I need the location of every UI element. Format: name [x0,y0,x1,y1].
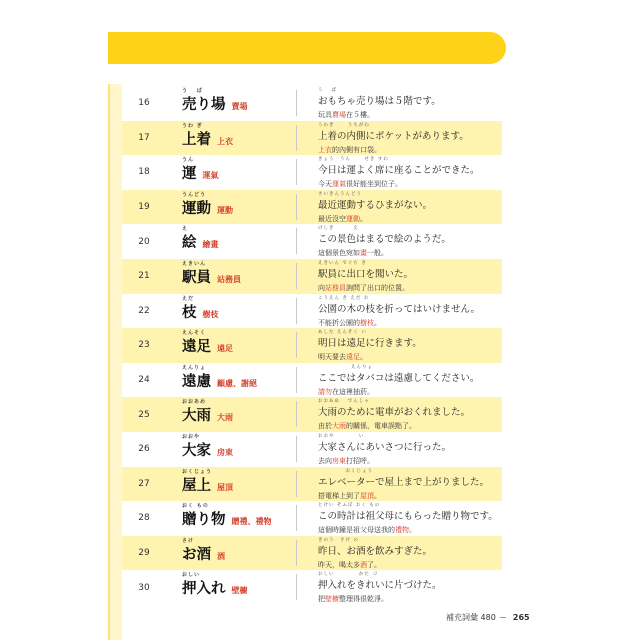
word-furigana: おくじょう [182,468,213,475]
table-row [122,121,502,156]
row-number: 30 [138,582,150,593]
translation-post: 一般。 [367,249,388,258]
example-sentence [318,572,498,604]
translation-post: 。 [360,353,367,362]
vocab-word-block [182,503,272,529]
japanese-sentence [318,261,498,280]
japanese-text: 明日は遠足に行きます。 [318,338,422,350]
translation-highlight: 屋頂 [360,491,374,500]
row-number: 21 [138,271,150,282]
translation-highlight: 壁櫥 [325,595,339,604]
sentence-furigana: こうえん き えだ お [318,295,370,301]
japanese-sentence [318,572,498,592]
vocab-word [182,88,226,114]
japanese-text: 大雨のために電車がおくれました。 [318,407,471,419]
japanese-sentence [318,468,498,488]
word-kanji: 運動 [182,200,211,217]
translation-pre: 這個時鐘是祖父母送我的 [318,526,395,535]
vocab-word [182,364,211,391]
word-meaning: 站務員 [217,275,241,284]
sentence-furigana: えきいん でぐち き [318,261,367,266]
chinese-translation [318,456,498,466]
translation-post: 在這裡抽菸。 [332,387,374,396]
word-meaning: 上衣 [217,136,233,146]
chinese-translation [318,560,498,570]
word-kanji: 駅員 [182,270,211,286]
translation-post: 。 [374,491,381,500]
top-banner [108,32,506,64]
chinese-translation [318,421,498,431]
word-kanji: 大雨 [182,408,211,425]
sentence-furigana: とけい そふぼ おく もの [318,503,381,509]
translation-pre: 搭電梯上到了 [318,491,360,500]
chinese-translation [318,387,498,397]
word-kanji: 遠慮 [182,373,211,390]
vocab-word [182,191,211,218]
example-sentence [318,468,498,501]
example-sentence [318,88,498,120]
table-row [122,155,502,190]
japanese-sentence [318,364,498,384]
word-kanji: 運 [182,166,197,183]
column-divider [296,125,297,151]
example-sentence [318,434,498,466]
translation-highlight: 遠足 [346,353,360,362]
japanese-text: 今日は運よく席に座ることができた。 [318,165,480,177]
translation-pre: 不能折公園的 [318,318,360,327]
japanese-sentence [318,399,498,419]
example-sentence [318,261,498,293]
word-furigana: え [182,226,189,233]
sentence-furigana: さいきんうんどう [318,191,362,197]
example-sentence [318,191,498,224]
translation-highlight: 畫 [360,249,367,258]
vocab-word-block [182,364,257,391]
table-row [122,432,502,467]
column-divider [296,540,297,566]
japanese-text: おもちゃ売り場は５階です。 [318,96,441,107]
translation-post: 。 [409,526,416,535]
vocab-word [182,434,211,460]
translation-pre: 去向 [318,457,332,465]
column-divider [296,367,297,393]
word-kanji: 上着 [182,131,211,148]
sentence-furigana: うわぎ うちがわ [318,122,370,128]
sentence-furigana: おしい かた づ [318,572,378,578]
japanese-text: 公園の木の枝を折ってはいけません。 [318,303,481,315]
translation-post: 整理得很乾淨。 [339,595,388,604]
word-furigana: うん [182,157,195,164]
sentence-furigana: おくじょう [318,468,373,474]
vocab-word-block [182,157,219,183]
word-meaning: 賣場 [231,102,248,111]
word-meaning: 運氣 [202,171,219,181]
translation-post: 的關係，電車誤點了。 [346,422,416,431]
vocab-word [182,572,226,598]
japanese-text: エレベーターで屋上まで上がりました。 [318,476,490,488]
word-kanji: 押入れ [182,581,226,598]
column-divider [296,505,297,531]
japanese-sentence [318,88,498,107]
chinese-translation [318,214,498,224]
row-number: 18 [138,167,150,178]
vocab-word [182,295,197,322]
vocab-word [182,157,197,183]
vocab-word-block [182,88,248,114]
example-sentence [318,295,498,328]
chinese-translation [318,491,498,501]
row-number: 24 [138,375,150,386]
left-edge-strip [108,84,122,640]
translation-highlight: 請勿 [318,387,332,396]
japanese-text: ここではタバコは遠慮してください。 [318,372,480,384]
word-kanji: 絵 [182,235,197,252]
table-row [122,224,502,259]
example-sentence [318,503,498,535]
row-number: 26 [138,444,150,455]
translation-pre: 由於 [318,422,332,431]
word-furigana: さけ [182,537,195,544]
column-divider [296,574,297,600]
vocab-word [182,226,197,252]
vocab-word-block [182,122,233,149]
word-furigana: えきいん [182,261,207,267]
word-meaning: 顧慮、謝絕 [217,378,257,388]
table-row [122,328,502,363]
word-furigana: う ば [182,88,203,94]
footer-label: 補充詞彙 [446,613,478,622]
table-row [122,536,502,571]
vocab-word-block [182,330,233,356]
chinese-translation [318,525,498,535]
translation-pre: 明天要去 [318,353,346,362]
column-divider [296,298,297,324]
japanese-text: 大家さんにあいさつに行った。 [318,442,452,453]
japanese-sentence [318,537,498,557]
vocab-word-block [182,468,233,495]
translation-pre: 最近沒空 [318,214,346,223]
column-divider [296,471,297,497]
example-sentence [318,330,498,362]
word-furigana: えんそく [182,330,207,337]
table-row [122,86,502,121]
row-number: 27 [138,478,150,489]
column-divider [296,401,297,427]
page-number: 265 [512,613,530,622]
column-divider [296,90,297,116]
word-kanji: 売り場 [182,97,226,113]
column-divider [296,263,297,289]
vocab-word [182,537,211,564]
row-number: 23 [138,340,150,351]
japanese-text: 最近運動するひまがない。 [318,199,433,211]
row-number: 16 [138,98,150,109]
example-sentence [318,399,498,431]
japanese-sentence [318,191,498,211]
word-furigana: うんどう [182,191,207,198]
japanese-sentence [318,122,498,142]
word-meaning: 遠足 [217,344,233,354]
row-number: 28 [138,513,150,524]
word-kanji: お酒 [182,546,211,563]
translation-post: 了。 [367,560,381,569]
translation-pre: 昨天，喝太多 [318,560,360,569]
row-number: 29 [138,548,150,559]
chinese-translation [318,352,498,362]
japanese-sentence [318,295,498,315]
translation-post: 。 [374,318,381,327]
japanese-text: 上着の内側にポケットがあります。 [318,130,469,142]
chinese-translation [318,283,498,293]
column-divider [296,436,297,462]
row-number: 20 [138,236,150,247]
translation-highlight: 酒 [360,560,367,569]
word-kanji: 大家 [182,443,211,459]
column-divider [296,159,297,185]
row-number: 22 [138,305,150,316]
translation-highlight: 房東 [332,457,346,465]
translation-pre: 這個景色宛如 [318,249,360,258]
translation-post: 詢問了出口的位置。 [346,284,409,292]
vocab-word-block [182,226,219,252]
japanese-text: この景色はまるで絵のようだ。 [318,234,451,246]
chinese-translation [318,594,498,604]
word-meaning: 繪畫 [202,240,219,250]
word-kanji: 屋上 [182,477,211,494]
word-kanji: 枝 [182,304,197,321]
vocab-word-block [182,261,241,287]
sentence-furigana: きょう うん せき すわ [318,157,389,163]
word-meaning: 房東 [217,448,233,457]
sentence-furigana: おおあめ でんしゃ [318,399,370,405]
vocab-table [122,86,502,606]
table-row [122,363,502,398]
vocab-word-block [182,537,225,564]
chinese-translation [318,179,498,189]
table-row [122,259,502,294]
translation-post: 。 [360,214,367,223]
footer-separator [500,617,506,618]
example-sentence [318,226,498,258]
translation-pre: 今天 [318,180,332,189]
word-kanji: 遠足 [182,339,211,356]
translation-highlight: 站務員 [325,284,346,292]
sentence-furigana: えんりょ [318,364,373,370]
table-row [122,570,502,605]
word-furigana: おく もの [182,503,209,510]
vocab-word [182,503,226,529]
word-meaning: 大雨 [217,413,233,423]
japanese-text: この時計は祖父母にもらった贈り物です。 [318,511,498,523]
translation-pre: 玩具 [318,111,332,119]
example-sentence [318,157,498,189]
row-number: 25 [138,409,150,420]
word-furigana: うわ ぎ [182,122,203,129]
vocab-word [182,261,211,287]
word-kanji: 贈り物 [182,512,226,529]
word-meaning: 酒 [217,551,225,561]
translation-highlight: 運氣 [332,180,346,189]
sentence-furigana: おおや い [318,434,365,439]
sentence-furigana: う ば [318,88,337,93]
table-row [122,294,502,329]
japanese-sentence [318,434,498,453]
word-meaning: 壁櫥 [231,586,248,596]
translation-highlight: 運動 [346,214,360,223]
word-meaning: 運動 [217,205,233,215]
word-furigana: おおや [182,434,201,440]
word-meaning: 贈禮、禮物 [231,517,272,527]
word-furigana: おしい [182,572,201,579]
row-number: 17 [138,132,150,143]
translation-pre: 把 [318,595,325,604]
example-sentence [318,364,498,397]
japanese-sentence [318,503,498,523]
table-row [122,190,502,225]
table-row [122,397,502,432]
sentence-furigana: きのう さけ の [318,537,359,543]
word-furigana: おおあめ [182,399,207,406]
translation-post: 打招呼。 [346,457,374,465]
vocab-word-block [182,295,219,322]
chinese-translation [318,248,498,258]
vocab-word-block [182,572,248,598]
vocab-word [182,330,211,356]
column-divider [296,332,297,358]
table-row [122,501,502,536]
chinese-translation [318,318,498,328]
translation-highlight: 賣場 [332,111,346,119]
translation-highlight: 禮物 [395,526,409,535]
translation-highlight: 上衣 [318,145,332,154]
column-divider [296,194,297,220]
translation-post: 在５樓。 [346,111,374,119]
sentence-furigana: あした えんそく い [318,330,367,336]
word-furigana: えんりょ [182,364,207,371]
translation-highlight: 樹枝 [360,318,374,327]
vocab-word [182,468,213,495]
page-footer [446,612,530,623]
translation-highlight: 大雨 [332,422,346,431]
vocab-word-block [182,399,233,425]
japanese-sentence [318,157,498,177]
chinese-translation [318,145,498,155]
table-row [122,467,502,502]
word-meaning: 屋頂 [217,482,233,492]
vocab-word-block [182,434,233,460]
chinese-translation [318,110,498,120]
japanese-text: 昨日、お酒を飲みすぎた。 [318,545,433,557]
translation-post: 很好能坐到位子。 [346,180,402,189]
row-number: 19 [138,202,150,213]
word-furigana: えだ [182,295,195,302]
vocab-word-block [182,191,233,218]
word-meaning: 樹枝 [202,309,219,319]
vocab-word [182,399,211,425]
translation-pre: 向 [318,284,325,292]
translation-post: 的內側有口袋。 [332,145,381,154]
example-sentence [318,122,498,155]
japanese-text: 押入れをきれいに片づけた。 [318,580,442,592]
column-divider [296,228,297,254]
footer-number: 480 [480,613,496,622]
sentence-furigana: けしき え [318,226,359,232]
japanese-sentence [318,226,498,246]
japanese-text: 駅員に出口を聞いた。 [318,269,414,280]
example-sentence [318,537,498,570]
vocab-word [182,122,211,149]
japanese-sentence [318,330,498,350]
